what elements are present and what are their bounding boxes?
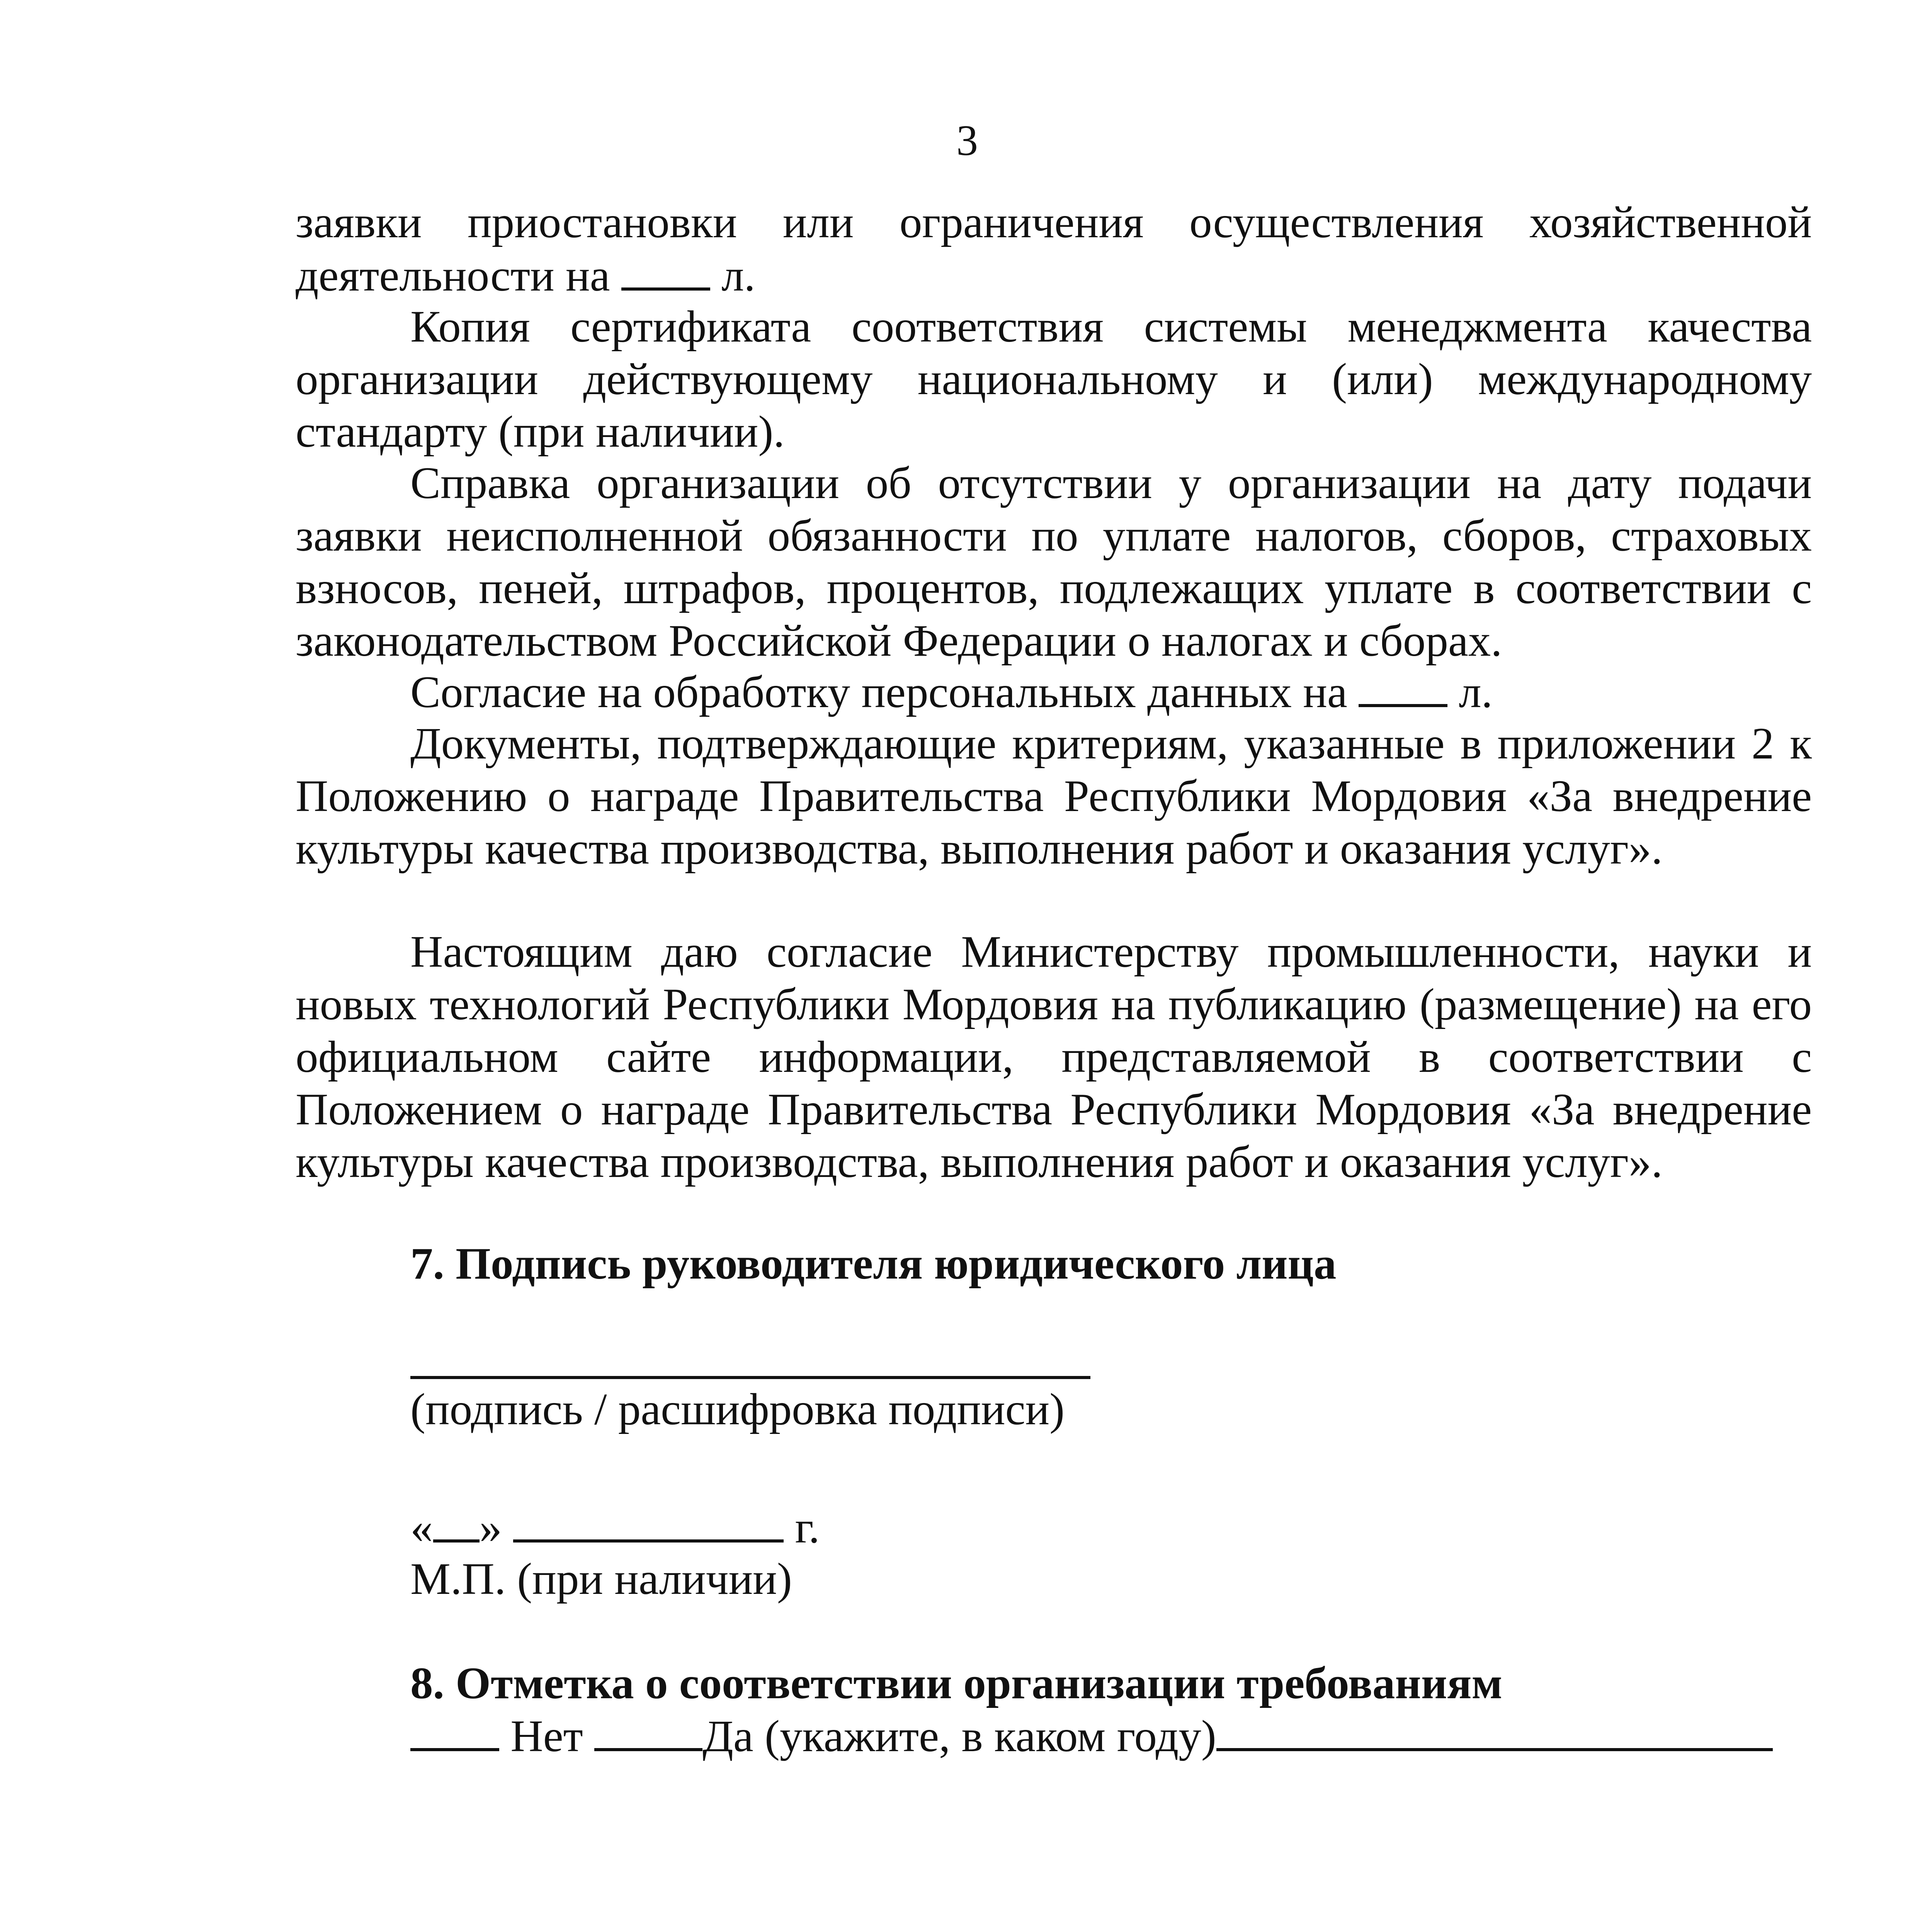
section-7-heading: 7. Подпись руководителя юридического лица <box>410 1239 1337 1289</box>
date-quote-close: » <box>479 1503 502 1553</box>
paragraph-criteria-docs: Документы, подтверждающие критериям, указанные в приложении 2 к Положению о награде Правительства Республики Мордовия «За внедрение культуры качества производства, выполнения работ и оказания услуг». <box>296 719 1812 874</box>
no-checkbox-blank[interactable] <box>410 1709 499 1751</box>
paragraph-suspension <box>296 196 1812 302</box>
paragraph-suspension-text: заявки приостановки или ограничения осуществления хозяйственной деятельности на <box>296 197 1812 301</box>
personal-data-suffix: л. <box>1459 667 1493 717</box>
page-number: 3 <box>956 117 978 165</box>
sheet-suffix: л. <box>721 251 755 301</box>
date-day-blank[interactable] <box>433 1501 480 1543</box>
signature-caption: (подпись / расшифровка подписи) <box>410 1384 1065 1434</box>
paragraph-certificate: Копия сертификата соответствия системы менеджмента качества организации действующему национальному и (или) международному стандарту (при наличии). <box>296 302 1812 457</box>
date-year-suffix: г. <box>795 1503 820 1553</box>
compliance-answer-line <box>410 1709 1812 1763</box>
signature-line[interactable] <box>410 1376 1090 1379</box>
date-line <box>410 1501 1812 1554</box>
date-quote-open: « <box>410 1503 433 1553</box>
section-8-heading: 8. Отметка о соответствии организации требованиям <box>410 1658 1503 1708</box>
paragraph-consent: Настоящим даю согласие Министерству промышленности, науки и новых технологий Республики Мордовия на публикацию (размещение) на его официальном сайте информации, представляемой в соответствии с Положением о награде Правительства Республики Мордовия «За внедрение культуры качества производства, выполнения работ и оказания услуг». <box>296 927 1812 1187</box>
yes-label: Да (укажите, в каком году) <box>702 1711 1216 1761</box>
no-label: Нет <box>510 1711 583 1761</box>
yes-checkbox-blank[interactable] <box>594 1709 702 1751</box>
paragraph-tax-certificate: Справка организации об отсутствии у организации на дату подачи заявки неисполненной обязанности по уплате налогов, сборов, страховых взносов, пеней, штрафов, процентов, подлежащих уплате в соответствии с законодательством Российской Федерации о налогах и сборах. <box>296 458 1812 666</box>
sheet-count-blank[interactable] <box>621 249 710 291</box>
date-month-blank[interactable] <box>513 1501 784 1543</box>
personal-data-sheets-blank[interactable] <box>1359 665 1447 707</box>
year-blank[interactable] <box>1216 1709 1773 1751</box>
paragraph-personal-data <box>410 665 1812 719</box>
personal-data-text: Согласие на обработку персональных данных на <box>410 667 1347 717</box>
stamp-note: М.П. (при наличии) <box>410 1554 792 1604</box>
